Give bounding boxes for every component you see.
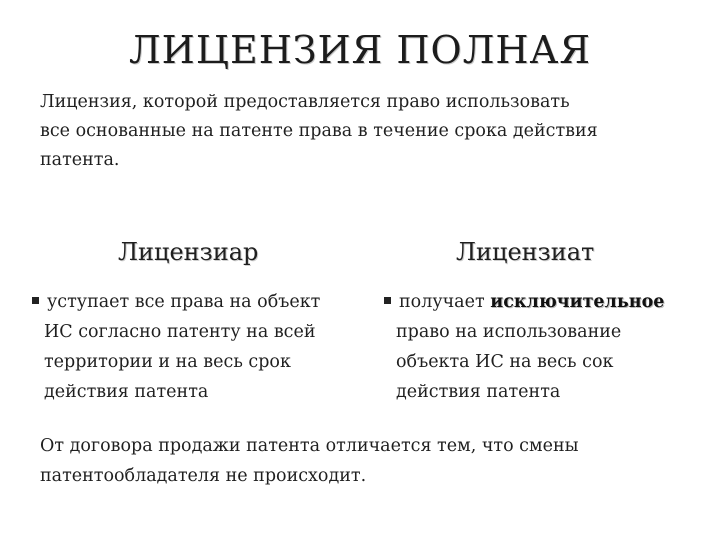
licensee-heading: Лицензиат xyxy=(456,238,595,266)
definition-line: патента. xyxy=(40,150,120,170)
definition-line: Лицензия, которой предоставляется право использовать xyxy=(40,92,570,112)
licensor-bullet-line: ИС согласно патенту на всей xyxy=(44,322,316,342)
licensee-bullet-line: объекта ИС на весь сок xyxy=(396,352,614,372)
footer-paragraph xyxy=(40,431,680,491)
slide-title: ЛИЦЕНЗИЯ ПОЛНАЯ xyxy=(128,28,592,72)
licensor-text: уступает все права на объект xyxy=(47,292,321,312)
square-bullet-icon xyxy=(32,297,39,304)
licensee-bullet-line: действия патента xyxy=(396,382,561,402)
licensee-text: получает xyxy=(399,292,491,312)
licensor-bullet-line: действия патента xyxy=(44,382,209,402)
licensee-bullet-line: право на использование xyxy=(396,322,622,342)
licensor-bullet-line: территории и на весь срок xyxy=(44,352,291,372)
licensor-bullet-line xyxy=(32,287,362,317)
licensee-bullet xyxy=(384,287,694,407)
exclusive-emphasis: исключительное xyxy=(490,292,665,312)
licensee-bullet-line xyxy=(384,287,694,317)
square-bullet-icon xyxy=(384,297,391,304)
definition-line: все основанные на патенте права в течение срока действия xyxy=(40,121,598,141)
definition-paragraph xyxy=(40,88,680,175)
licensor-heading: Лицензиар xyxy=(118,238,259,266)
footer-line: патентообладателя не происходит. xyxy=(40,466,367,486)
footer-line: От договора продажи патента отличается тем, что смены xyxy=(40,436,579,456)
licensor-bullet xyxy=(32,287,362,407)
